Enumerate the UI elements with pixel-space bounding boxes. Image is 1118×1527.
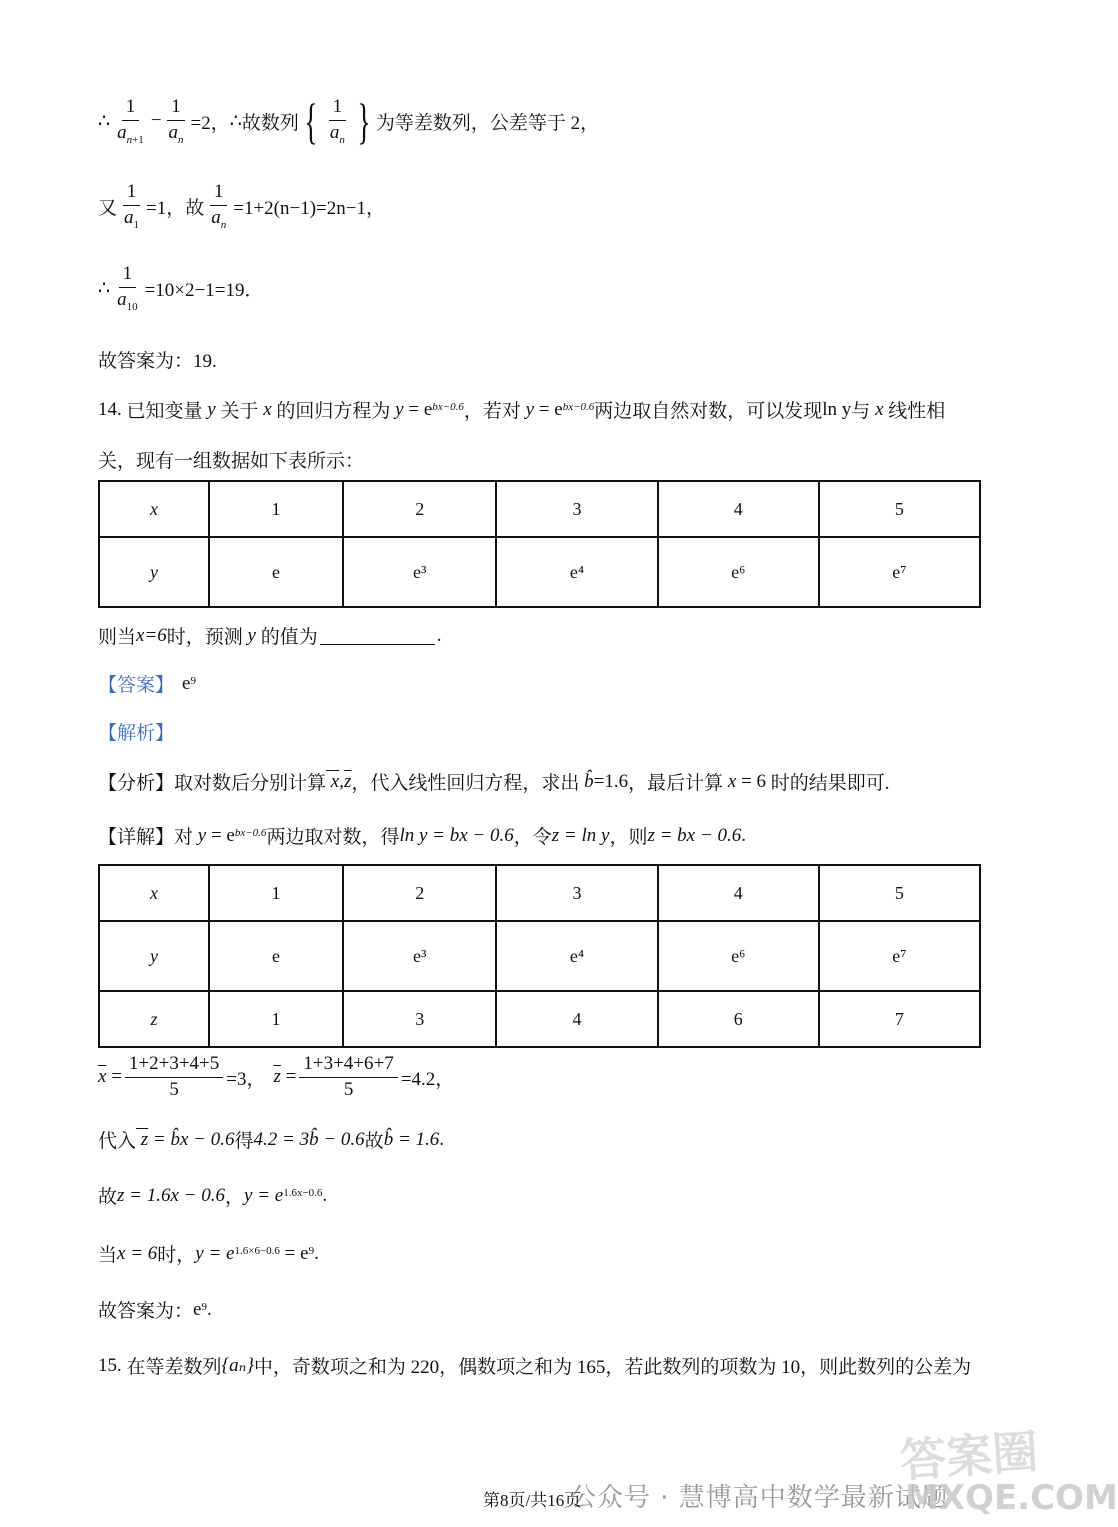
table-cell: 1 (209, 865, 343, 921)
question-number: 14. (98, 398, 122, 420)
fraction: $\frac{1}{a_n}$ (329, 95, 345, 146)
table-row (99, 865, 980, 921)
text: 当 (98, 1245, 118, 1266)
fraction: $\frac{1}{a_n}$ (168, 95, 184, 146)
page-footer: 第8页/共16页 (483, 1491, 582, 1510)
exponent: 9 (308, 1244, 315, 1257)
answer-sup: 9 (190, 674, 196, 687)
table-cell: y (99, 537, 209, 607)
table-cell: e⁴ (496, 537, 657, 607)
denominator: 5 (343, 1078, 354, 1100)
denominator: 5 (169, 1078, 179, 1100)
table-cell: e⁶ (658, 921, 819, 991)
equation-line-3 (98, 264, 263, 313)
math: y = e (244, 1184, 284, 1206)
math: x = 6 (117, 1242, 158, 1264)
dang-line (98, 1240, 319, 1267)
final-answer-line (98, 1296, 212, 1323)
fraction: $\frac{1}{a_n}$ (211, 181, 227, 231)
table-cell: y (99, 921, 209, 991)
table-cell: 1 (209, 481, 343, 537)
question-number: 15. (98, 1354, 122, 1376)
math: z = bx − 0.6 (647, 824, 742, 846)
text: . (322, 1184, 328, 1206)
exponent: 9 (201, 1300, 207, 1313)
math: =3， (226, 1068, 266, 1090)
table-cell: x (99, 865, 209, 921)
text: 对 (174, 827, 194, 848)
text: 故答案为： (98, 1301, 194, 1322)
text: . (741, 824, 746, 846)
text: . (314, 1242, 319, 1264)
table-cell: 5 (819, 865, 980, 921)
equation-text: =1+2(n−1)=2n−1， (233, 197, 385, 219)
text: 的值为 (260, 627, 318, 648)
exponent: bx−0.6 (234, 826, 267, 839)
table-cell: e⁷ (819, 921, 980, 991)
table-cell: e (209, 921, 343, 991)
math: z = 1.6x − 0.6 (117, 1184, 225, 1206)
equation-text: =10×2−1=19． (144, 279, 264, 301)
numerator: 1+2+3+4+5 (125, 1054, 223, 1078)
math: = e (284, 1242, 309, 1264)
table-cell: 3 (343, 991, 496, 1047)
table-cell: 4 (496, 991, 657, 1047)
text: 时的结果即可. (770, 773, 890, 794)
table-row (99, 537, 980, 607)
text: ，令 (513, 827, 552, 848)
exponent: 1.6x−0.6 (283, 1186, 323, 1199)
text: 又 (98, 197, 118, 219)
table-cell: e⁴ (496, 921, 657, 991)
math: y = e (195, 1242, 235, 1264)
table-cell: 2 (343, 481, 496, 537)
table-cell: e⁶ (658, 537, 819, 607)
table-cell: 4 (658, 481, 819, 537)
text: ，则 (609, 827, 648, 848)
exponent: bx−0.6 (432, 400, 464, 413)
table-cell: 2 (343, 865, 496, 921)
math: = b̂x − 0.6 (152, 1128, 235, 1150)
table-cell: 3 (496, 481, 657, 537)
fraction: $\frac{1}{a_{n+1}}$ (117, 95, 144, 146)
math: ln y = bx − 0.6 (399, 824, 514, 846)
gu-line (98, 1182, 327, 1209)
text: 已知变量 (126, 401, 203, 422)
question-14: 14. 已知变量 y 关于 x 的回归方程为 y = e $^{bx-0.6}$ ，若对 y = e $^{bx-0.6}$ 两边取自然对数，可以发现 ln y 与 x 线性相 (98, 396, 945, 423)
xiangjie-line: 【详解】 对 y = e $^{bx-0.6}$ 两边取对数，得 ln y = bx − 0.6 ，令 z = ln y ，则 z = bx − 0.6 . (98, 822, 746, 849)
math: x=6 (136, 624, 167, 646)
text: ，若对 (463, 401, 521, 422)
math: b̂ = 1.6 (383, 1128, 440, 1150)
xiangjie-tag: 【详解】 (98, 827, 175, 848)
fraction (125, 1054, 223, 1101)
answer-value: e (182, 672, 191, 694)
therefore-symbol: ∴ (229, 110, 242, 132)
table-body (99, 481, 980, 607)
text: ，代入线性回归方程，求出 (351, 773, 580, 794)
fraction (299, 1054, 397, 1101)
watermark-site: MXQE.COM (905, 1478, 1118, 1518)
table-cell: 3 (496, 865, 657, 921)
text: 故 (364, 1131, 384, 1152)
table-cell: 5 (819, 481, 980, 537)
answer-line: 故答案为：19. (98, 351, 217, 372)
table-row (99, 921, 980, 991)
text: 故 (98, 1187, 118, 1208)
answer-blank (320, 626, 435, 645)
table-cell: 6 (658, 991, 819, 1047)
equation-line-2 (98, 182, 385, 231)
text: 则当 (98, 627, 137, 648)
watermark-logo: 答案圈 (898, 1424, 1040, 1488)
table-cell: e³ (343, 537, 496, 607)
table-cell: 1 (209, 991, 343, 1047)
text: 在等差数列 (126, 1357, 222, 1378)
text: 为等差数列，公差等于 2， (375, 112, 600, 134)
text: 的回归方程为 (276, 401, 391, 422)
text: ， (225, 1187, 245, 1208)
math: 4.2 = 3b̂ − 0.6 (253, 1128, 365, 1150)
text: 中，奇数项之和为 220，偶数项之和为 165，若此数列的项数为 10，则此数列的公差为 (253, 1357, 972, 1378)
text: . (206, 1298, 212, 1320)
text: 故数列 (241, 112, 299, 134)
text: 代入 (98, 1131, 137, 1152)
fenxi-line: 【分析】 取对数后分别计算 x , $\overline{z}$ ，代入线性回归方程，求出 b̂ =1.6 ，最后计算 x = 6 时的结果即可. (98, 768, 890, 795)
data-table-2 (98, 864, 981, 1048)
question-14-ask: 则当 x=6 时，预测 y 的值为 . (98, 622, 442, 649)
answer-tag: 【答案】 (98, 675, 175, 696)
text: 两边取对数，得 (266, 827, 400, 848)
fenxi-tag: 【分析】 (98, 773, 175, 794)
exponent: 1.6×6−0.6 (234, 1244, 280, 1257)
therefore-symbol: ∴ (98, 277, 111, 299)
text: 取对数后分别计算 (174, 773, 327, 794)
question-15 (98, 1352, 971, 1379)
table-cell: 7 (819, 991, 980, 1047)
text: . (436, 624, 442, 646)
text: 时，预测 (166, 627, 243, 648)
table-cell: z (99, 991, 209, 1047)
table-row (99, 991, 980, 1047)
text: 时， (157, 1245, 196, 1266)
table-body (99, 865, 980, 1047)
table-row (99, 481, 980, 537)
data-table-1 (98, 480, 981, 608)
fraction: $\frac{1}{a_1}$ (124, 181, 140, 231)
math: e (193, 1298, 202, 1320)
table-cell: e⁷ (819, 537, 980, 607)
math: ln y (822, 398, 852, 420)
text: 关于 (220, 401, 259, 422)
table-cell: 4 (658, 865, 819, 921)
math: =4.2， (400, 1068, 455, 1090)
fraction: $\frac{1}{a_{10}}$ (117, 263, 138, 313)
table-cell: e (209, 537, 343, 607)
math: =1.6 (593, 770, 629, 792)
text: 两边取自然对数，可以发现 (594, 401, 823, 422)
text: ，最后计算 (628, 773, 724, 794)
text: . (439, 1128, 445, 1150)
watermark-text: 公众号 · 慧博高中数学最新试题 (570, 1483, 949, 1513)
math: {aₙ} (221, 1355, 254, 1376)
equation-line-1: ∴ $\frac{1}{a_{n+1}}$ − $\frac{1}{a_n}$ =2， ∴ 故数列 { $\frac{1}{a_n}$ } 为等差数列，公差等于 2， (98, 93, 600, 149)
mean-line: $\overline{x}$ = $\frac{1+2+3+4+5}{5}$ =3， $\overline{z}$ = $\frac{1+3+4+6+7}{5}$ =4.2， (98, 1053, 455, 1100)
text: 得 (234, 1131, 254, 1152)
text: 与 (851, 401, 871, 422)
daoru-line: 代入 z = b̂x − 0.6 得 4.2 = 3b̂ − 0.6 故 b̂ = 1.6 . (98, 1126, 444, 1153)
math: z = ln y (551, 824, 610, 846)
question-14-line2: 关，现有一组数据如下表所示： (98, 451, 365, 472)
therefore-symbol: ∴ (98, 110, 111, 132)
numerator: 1+3+4+6+7 (299, 1054, 397, 1078)
text: 线性相 (888, 401, 946, 422)
equation-text: =1，故 (146, 197, 205, 219)
analysis-tag: 【解析】 (98, 723, 175, 744)
table-cell: x (99, 481, 209, 537)
table-cell: e³ (343, 921, 496, 991)
exponent: bx−0.6 (562, 400, 595, 413)
equation-text: =2， (190, 112, 230, 134)
answer-row (98, 670, 196, 697)
